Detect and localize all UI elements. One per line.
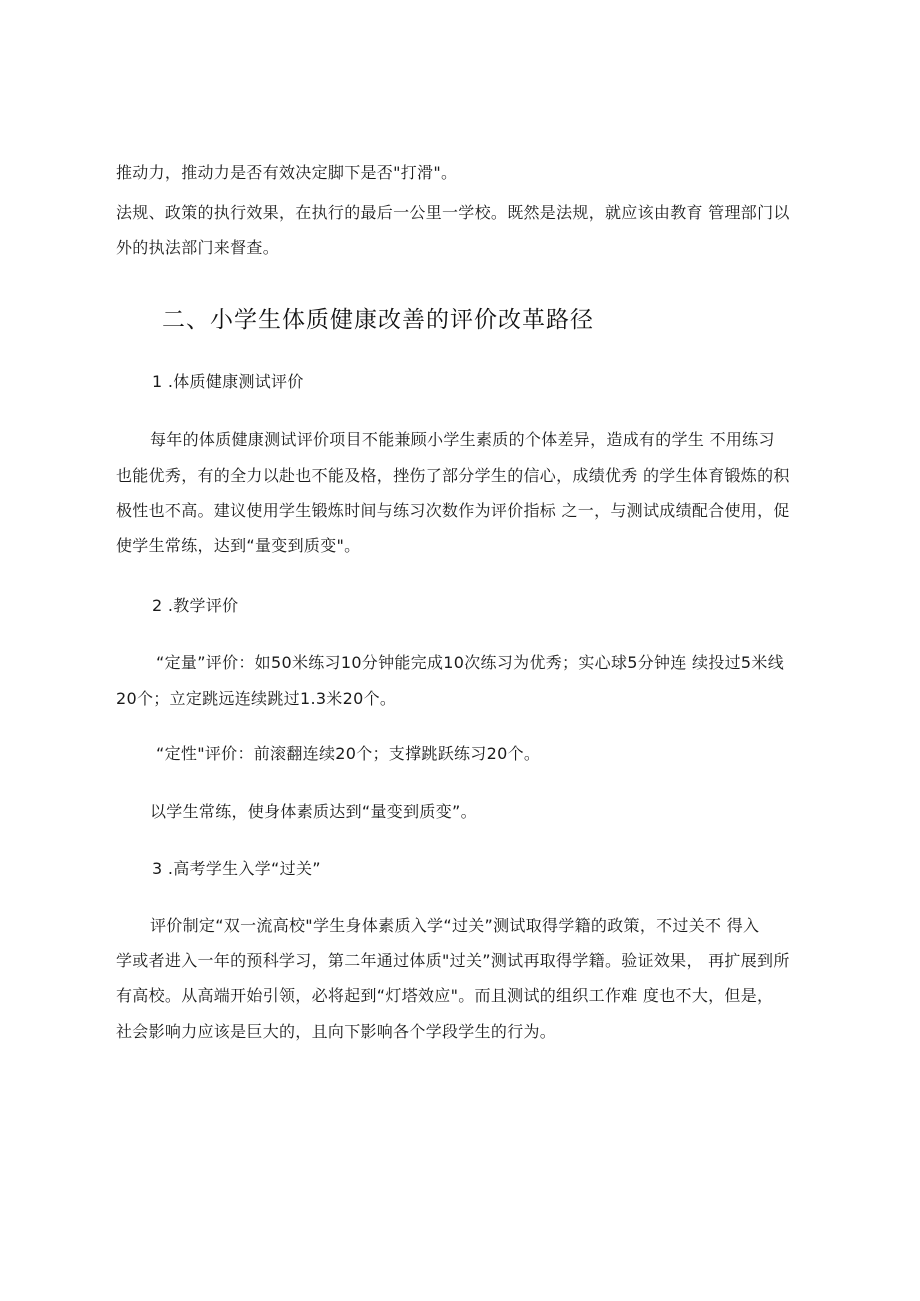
paragraph-line: 社会影响力应该是巨大的，且向下影响各个学段学生的行为。 bbox=[116, 1022, 557, 1041]
paragraph-line: 极性也不高。建议使用学生锻炼时间与练习次数作为评价指标 之一，与测试成绩配合使用，促 bbox=[116, 501, 790, 520]
paragraph-line: 有高校。从高端开始引领，必将起到“灯塔效应"。而且测试的组织工作难 度也不大，但是， bbox=[116, 986, 774, 1005]
intro-line-2: 法规、政策的执行效果，在执行的最后一公里一学校。既然是法规，就应该由教育 管理部门以 bbox=[116, 203, 790, 222]
paragraph-line: 也能优秀，有的全力以赴也不能及格，挫伤了部分学生的信心，成绩优秀 的学生体育锻炼的积 bbox=[116, 466, 790, 485]
paragraph-line: 评价制定“双一流高校"学生身体素质入学“过关”测试取得学籍的政策，不过关不 得入 bbox=[150, 916, 760, 935]
paragraph-line: 使学生常练，达到“量变到质变"。 bbox=[116, 536, 361, 555]
subsection-2-title: 2 .教学评价 bbox=[152, 596, 239, 615]
summary-line: 以学生常练，使身体素质达到“量变到质变”。 bbox=[150, 802, 477, 821]
intro-line-1: 推动力，推动力是否有效决定脚下是否"打滑"。 bbox=[116, 163, 458, 182]
section-title: 二、小学生体质健康改善的评价改革路径 bbox=[162, 307, 594, 333]
intro-line-3: 外的执法部门来督查。 bbox=[116, 238, 280, 257]
paragraph-line: “定量”评价：如50米练习10分钟能完成10次练习为优秀；实心球5分钟连 续投过5米线 bbox=[156, 653, 785, 672]
paragraph-line: 每年的体质健康测试评价项目不能兼顾小学生素质的个体差异，造成有的学生 不用练习 bbox=[150, 430, 775, 449]
subsection-3-title: 3 .高考学生入学“过关” bbox=[152, 859, 321, 878]
paragraph-line: 学或者进入一年的预科学习，第二年通过体质"过关”测试再取得学籍。验证效果， 再扩展到所 bbox=[116, 951, 790, 970]
paragraph-line: 20个；立定跳远连续跳过1.3米20个。 bbox=[116, 689, 397, 708]
subsection-1-title: 1 .体质健康测试评价 bbox=[152, 372, 304, 391]
qualitative-evaluation: “定性"评价：前滚翻连续20个；支撑跳跃练习20个。 bbox=[156, 744, 541, 763]
